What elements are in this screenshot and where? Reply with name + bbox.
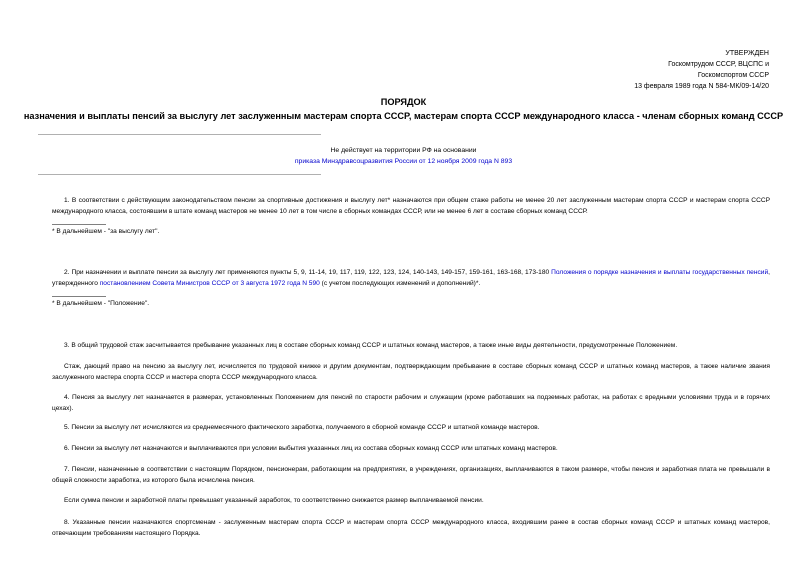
footnote-2: * В дальнейшем - "Положение". [52, 300, 150, 307]
divider-top [38, 134, 321, 135]
approval-line-1: УТВЕРЖДЕН [725, 50, 769, 57]
document-title [0, 95, 807, 123]
paragraph-2-text-mid: , утвержденного [52, 269, 770, 287]
footnote-rule-2 [52, 296, 106, 297]
paragraph-5: 5. Пенсии за выслугу лет исчисляются из среднемесячного фактического заработка, получаемого в сборной команде СССР и штатной команде мастеров. [64, 424, 540, 431]
title-subtitle: назначения и выплаты пенсий за выслугу лет заслуженным мастерам спорта СССР, мастерам спорта СССР международного класса - членам сборных команд СССР [23, 111, 784, 121]
paragraph-1: 1. В соответствии с действующим законодательством пенсии за спортивные достижения и выслугу лет* назначаются при общем стаже работы не менее 20 лет заслуженным мастерам спорта СССР и мастерам спорта СССР международного класса, состоявшим в штате команд мастеров не менее 10 лет в том числе в сборных командах СССР, или не менее 6 лет в составе сборных команд СССР. [52, 197, 770, 215]
notice-link[interactable]: приказа Минздравсоцразвития России от 12 ноября 2009 года N 893 [294, 158, 513, 165]
approval-line-4: 13 февраля 1989 года N 584-МК/09-14/20 [634, 83, 769, 90]
divider-bottom [38, 174, 321, 175]
resolution-link[interactable]: постановлением Совета Министров СССР от 3 августа 1972 года N 590 [99, 279, 320, 287]
approval-block [634, 48, 769, 92]
regulation-link[interactable]: Положения о порядке назначения и выплаты государственных пенсий [551, 269, 769, 276]
footnote-1: * В дальнейшем - "за выслугу лет". [52, 228, 160, 235]
notice-text: Не действует на территории РФ на основании [330, 147, 477, 154]
paragraph-3: 3. В общий трудовой стаж засчитывается пребывание указанных лиц в составе сборных команд СССР и штатных команд мастеров, а также иные виды деятельности, предусмотренные Положением. [64, 342, 678, 349]
paragraph-4: 4. Пенсия за выслугу лет назначается в размерах, установленных Положением для пенсий по старости рабочим и служащим (кроме работавших на подземных работах, на работах с вредными условиями труда и в горячих цехах). [52, 394, 770, 412]
footnote-rule-1 [52, 224, 106, 225]
paragraph-8: 8. Указанные пенсии назначаются спортсменам - заслуженным мастерам спорта СССР и мастерам спорта СССР международного класса, входившим ранее в состав сборных команд СССР и штатных команд мастеров, отвечающим требованиям настоящего Порядка. [52, 519, 770, 537]
paragraph-6: 6. Пенсии за выслугу лет назначаются и выплачиваются при условии выбытия указанных лиц из состава сборных команд СССР или штатных команд мастеров. [64, 445, 558, 452]
approval-line-3: Госкомспортом СССР [697, 72, 769, 79]
paragraph-3b: Стаж, дающий право на пенсию за выслугу лет, исчисляется по трудовой книжке и другим документам, подтверждающим пребывание в составе сборных команд СССР и штатных команд мастеров, а также наличие звания заслуженного мастера спорта СССР и мастера спорта СССР международного класса. [52, 363, 770, 381]
title-heading: ПОРЯДОК [380, 97, 427, 107]
paragraph-2-text-start: 2. При назначении и выплате пенсии за выслугу лет применяются пункты 5, 9, 11-14, 19, 117, 119, 122, 123, 124, 140-143, 149-157, 159-161, 163-168, 173-180 [64, 269, 552, 276]
status-notice [0, 145, 807, 167]
paragraph-2 [52, 268, 770, 289]
paragraph-2-text-end: (с учетом последующих изменений и дополнений)*. [319, 279, 481, 287]
approval-line-2: Госкомтрудом СССР, ВЦСПС и [668, 61, 769, 68]
paragraph-7b: Если сумма пенсии и заработной платы превышает указанный заработок, то соответственно снижается размер выплачиваемой пенсии. [64, 497, 484, 504]
paragraph-7: 7. Пенсии, назначенные в соответствии с настоящим Порядком, пенсионерам, работающим на предприятиях, в учреждениях, организациях, выплачиваются в таком размере, чтобы пенсия и заработная плата не превышали в общей сложности заработка, из которого была исчислена пенсия. [52, 466, 770, 484]
